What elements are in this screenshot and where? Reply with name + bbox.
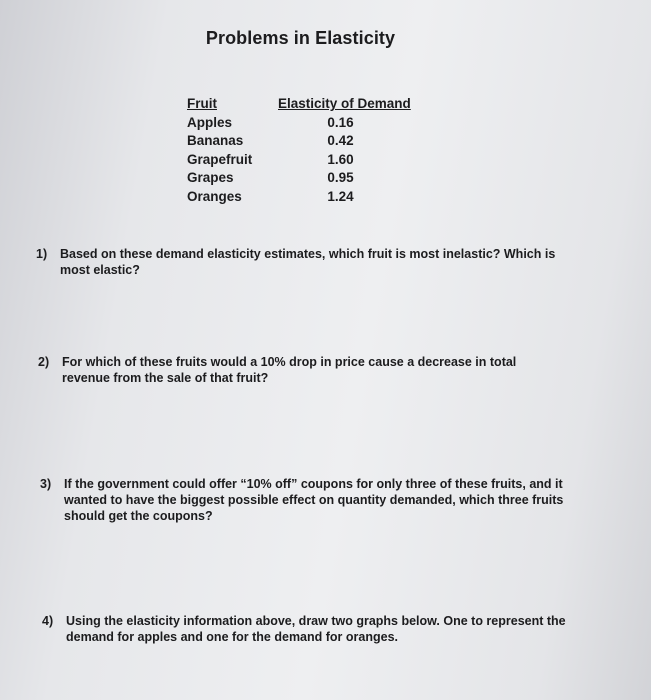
fruit-name: Bananas: [187, 133, 244, 149]
fruit-header: Fruit: [187, 96, 217, 111]
elasticity-value: 0.95: [327, 170, 354, 186]
question-text: If the government could offer “10% off” coupons for only three of these fruits, and it wanted to have the biggest possible effect on quantity demanded, which three fruits should get the coupons?: [64, 477, 564, 523]
fruit-name: Oranges: [187, 188, 242, 204]
page-title: Problems in Elasticity: [205, 28, 396, 48]
fruit-name: Apples: [187, 114, 233, 130]
question-number: 2): [38, 355, 50, 369]
question-text: Based on these demand elasticity estimates, which fruit is most inelastic? Which is most elastic?: [60, 247, 556, 277]
elasticity-value: 0.42: [327, 133, 354, 149]
elasticity-value: 1.60: [327, 151, 354, 167]
fruit-column: [187, 95, 277, 207]
question-text: For which of these fruits would a 10% drop in price cause a decrease in total revenue from the sale of that fruit?: [62, 355, 517, 385]
question-text: Using the elasticity information above, draw two graphs below. One to represent the demand for apples and one for the demand for oranges.: [66, 614, 566, 644]
question-number: 1): [36, 247, 48, 261]
question-number: 4): [42, 614, 54, 628]
elasticity-value: 1.24: [327, 188, 354, 204]
question-number: 3): [40, 477, 52, 491]
elasticity-column: [278, 95, 418, 207]
elasticity-header: Elasticity of Demand: [278, 96, 411, 111]
elasticity-value: 0.16: [327, 114, 354, 130]
fruit-name: Grapefruit: [187, 151, 253, 167]
fruit-name: Grapes: [187, 170, 234, 186]
